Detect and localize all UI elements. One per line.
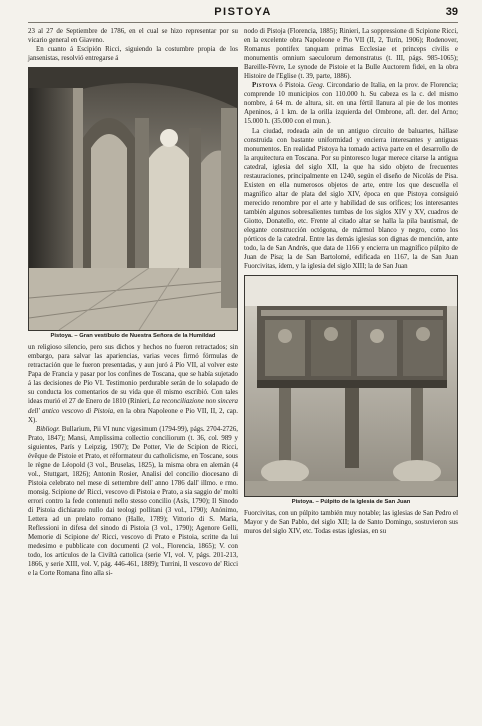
figure-pulpit (244, 275, 458, 506)
vestibule-photo (28, 67, 238, 331)
entry-text: Circondario de Italia, en la prov. de Florencia; comprende 10 municipios con 110.000 h. Su cabeza es la c. del mismo nombre, á 64 m. de altura, sit. en una fértil llanura al pie de los montes Apeninos, á 1 km. de la orilla izquierda del Ombrone, afl. der. del Arno; 15.000 h. (35.000 con el mun.). (244, 82, 458, 126)
body-text: un religioso silencio, pero sus dichos y hechos no fueron retractados; sin embargo, para salvar las apariencias, varias veces firmó fórmulas de retractación que le fueron presentadas, y aun juró á Pío VII, al volver este Papa de Francia y pasar por los confines de Toscana, que se había sujetado á las decisiones de Pío VI. Testimonio perdurable serán de lo solapado de su conducta los comentarios de su vida que él mismo escribió. Con tales ideas murió el 27 de Enero de 1810 (Rinieri, (28, 344, 238, 406)
figure-caption-vestibule (28, 333, 238, 340)
pulpit-photo (244, 275, 458, 497)
page-header (28, 4, 458, 24)
entry-tag: Geog. (307, 82, 325, 90)
left-para-ricci: En cuanto á Escipión Ricci, siguiendo la costumbre propia de los jansenistas, resolvió entregarse á (28, 46, 238, 63)
figure-caption-pulpit (244, 499, 458, 506)
right-para-city: La ciudad, rodeada aún de un antiguo circuito de baluartes, hállase construida con bastante uniformidad y encierra interesantes y antiguas monumentos. En realidad Pistoya ha tomado activa parte en el desarrollo de la arquitectura en Toscana. Por su pintoresco lugar merece citarse la antigua catedral, iglesia del siglo XII, la que ha sido objeto de frecuentes restauraciones, principalmente en 1240, según el diseño de Nicolás de Pisa. Existen en ella numerosos objetos de arte, entre los que descuella el magnífico altar de plata del siglo XIV, época en que Pistoya consiguió merecido renombre por el arte y habilidad de sus orífices; los interesantes también algunos sobresalientes tumbas de los siglos XIV y XV, cuadros de Giotto, Donatello, etc. Frente al citado altar se halla la pila bautismal, de elegante construcción octógona, de mármol blanco y negro, como los pórticos de la catedral. Entre las demás iglesias son dignas de mención, ante todo, la de San Andrés, que data de 1166 y encierra un magnífico púlpito de Juan de Pisa; la de San Bartolomé, edificada en 1167, la de San Juan Fuorcivitas, ídem, y la iglesia del siglo XIII; la de San Juan (244, 127, 458, 271)
left-bibliography (28, 425, 238, 579)
vestibule-illustration (29, 68, 237, 330)
left-para-top: 23 al 27 de Septiembre de 1786, en el cual se hizo representar por su vicario general en Giaveno. (28, 28, 238, 45)
caption-place: Pistoya. (291, 499, 314, 506)
figure-vestibule (28, 67, 238, 340)
caption-text: – Gran vestíbulo de Nuestra Señora de la Humildad (74, 333, 216, 340)
right-column (244, 27, 458, 536)
right-para-top: nodo di Pistoja (Florencia, 1885); Rinieri, La soppressione di Scipione Ricci, en la excelente obra Napoleone e Pio VII (II, 2, Turín, 1906); Rodenover, Romanus pontifex tanquam primas Ecclesiae et princeps civilis e monumentis omnium saeculorum demonstratus (t. III, págs. 985-1065); Bareille-Fèvre, Le synode de Pistoie et la Bulle Auctorem fidei, en la obra Histoire de l'Eglise (t. 39, parte, 1886). (244, 28, 458, 81)
bibliography-label: Bibliogr. (36, 425, 60, 433)
right-geog-entry (244, 81, 458, 126)
body-text-end: en la obra Napoleone e Pio VII, II, 2, cap. X). (28, 407, 238, 424)
pulpit-illustration (245, 276, 457, 496)
body-italic: La reconciliazione non sincera dell' antico vescovo di Pistoia, (28, 398, 238, 415)
left-para-body (28, 343, 238, 424)
bibliography-text: Bullarium, Pii VI nunc vigesimum (1794-99), págs. 2704-2726, Prato, 1847); Mansi, Amplissima collectio conciliorum (t. 36, col. 989 y siguientes, París y Leipzig, 1907); De Potter, Vie de Scipion de Ricci, évêque de Pistoie et Prato, et réformateur du catholicisme, en Toscane, sous le règne de Léopold (3 vol., Bruselas, 1825), la misma obra en alemán (4 vol., Stuttgart, 1826); Antonin Rosier, Analisi del concilio diocesano di Pistoia celebrato nel mese di settembre dell' anno 1786 dall' illmo. e rmo. monsig. Scipione de' Ricci, vescovo di Pistoia e Prato, a sia saggio de' molti errori contro la fede contenuti nello stesso concilio (Asís, 1790); Il Sinodo di Pistoia dichiarato nullo dai teologi pollitani (3 vol., 1790); Anónimo, Lettera ad un prelato romano (Halle, 1789); Vittorio di S. María, Reflessioni in difesa del sinodo di Pistoia (3 vol., 1790); Agenore Gelli, Memorie di Scipione de' Ricci, vescovo di Prato e Pistoia, scritte da lui medesimo e pubblicate con documenti (2 vol., Florencia, 1865); V. con todo, los artículos de la Civiltà cattolica (serie VI, vol. V, págs. 201-213, 1866, y serie XIII, vol. V, pág. 446-461, 1889); Turrini, Il vescovo de' Ricci e la Corte Romana fino alla si- (28, 425, 238, 578)
entry-headword: Pistoya (252, 82, 277, 90)
right-para-end: Fuorcivitas, con un púlpito también muy notable; las iglesias de San Pedro el Mayor y de San Pablo, del siglo XII; la de Santo Domingo, sostuvieron sus muros del siglo XIV, etc. Todas estas iglesias, en su (244, 510, 458, 536)
header-rule (28, 22, 458, 23)
page-number: 39 (445, 6, 458, 18)
left-column (28, 27, 238, 578)
caption-place: Pistoya. (50, 333, 73, 340)
running-title: PISTOYA (214, 6, 272, 18)
entry-variant: ó Pistoia. (279, 82, 306, 90)
caption-text: – Púlpito de la iglesia de San Juan (315, 499, 411, 506)
